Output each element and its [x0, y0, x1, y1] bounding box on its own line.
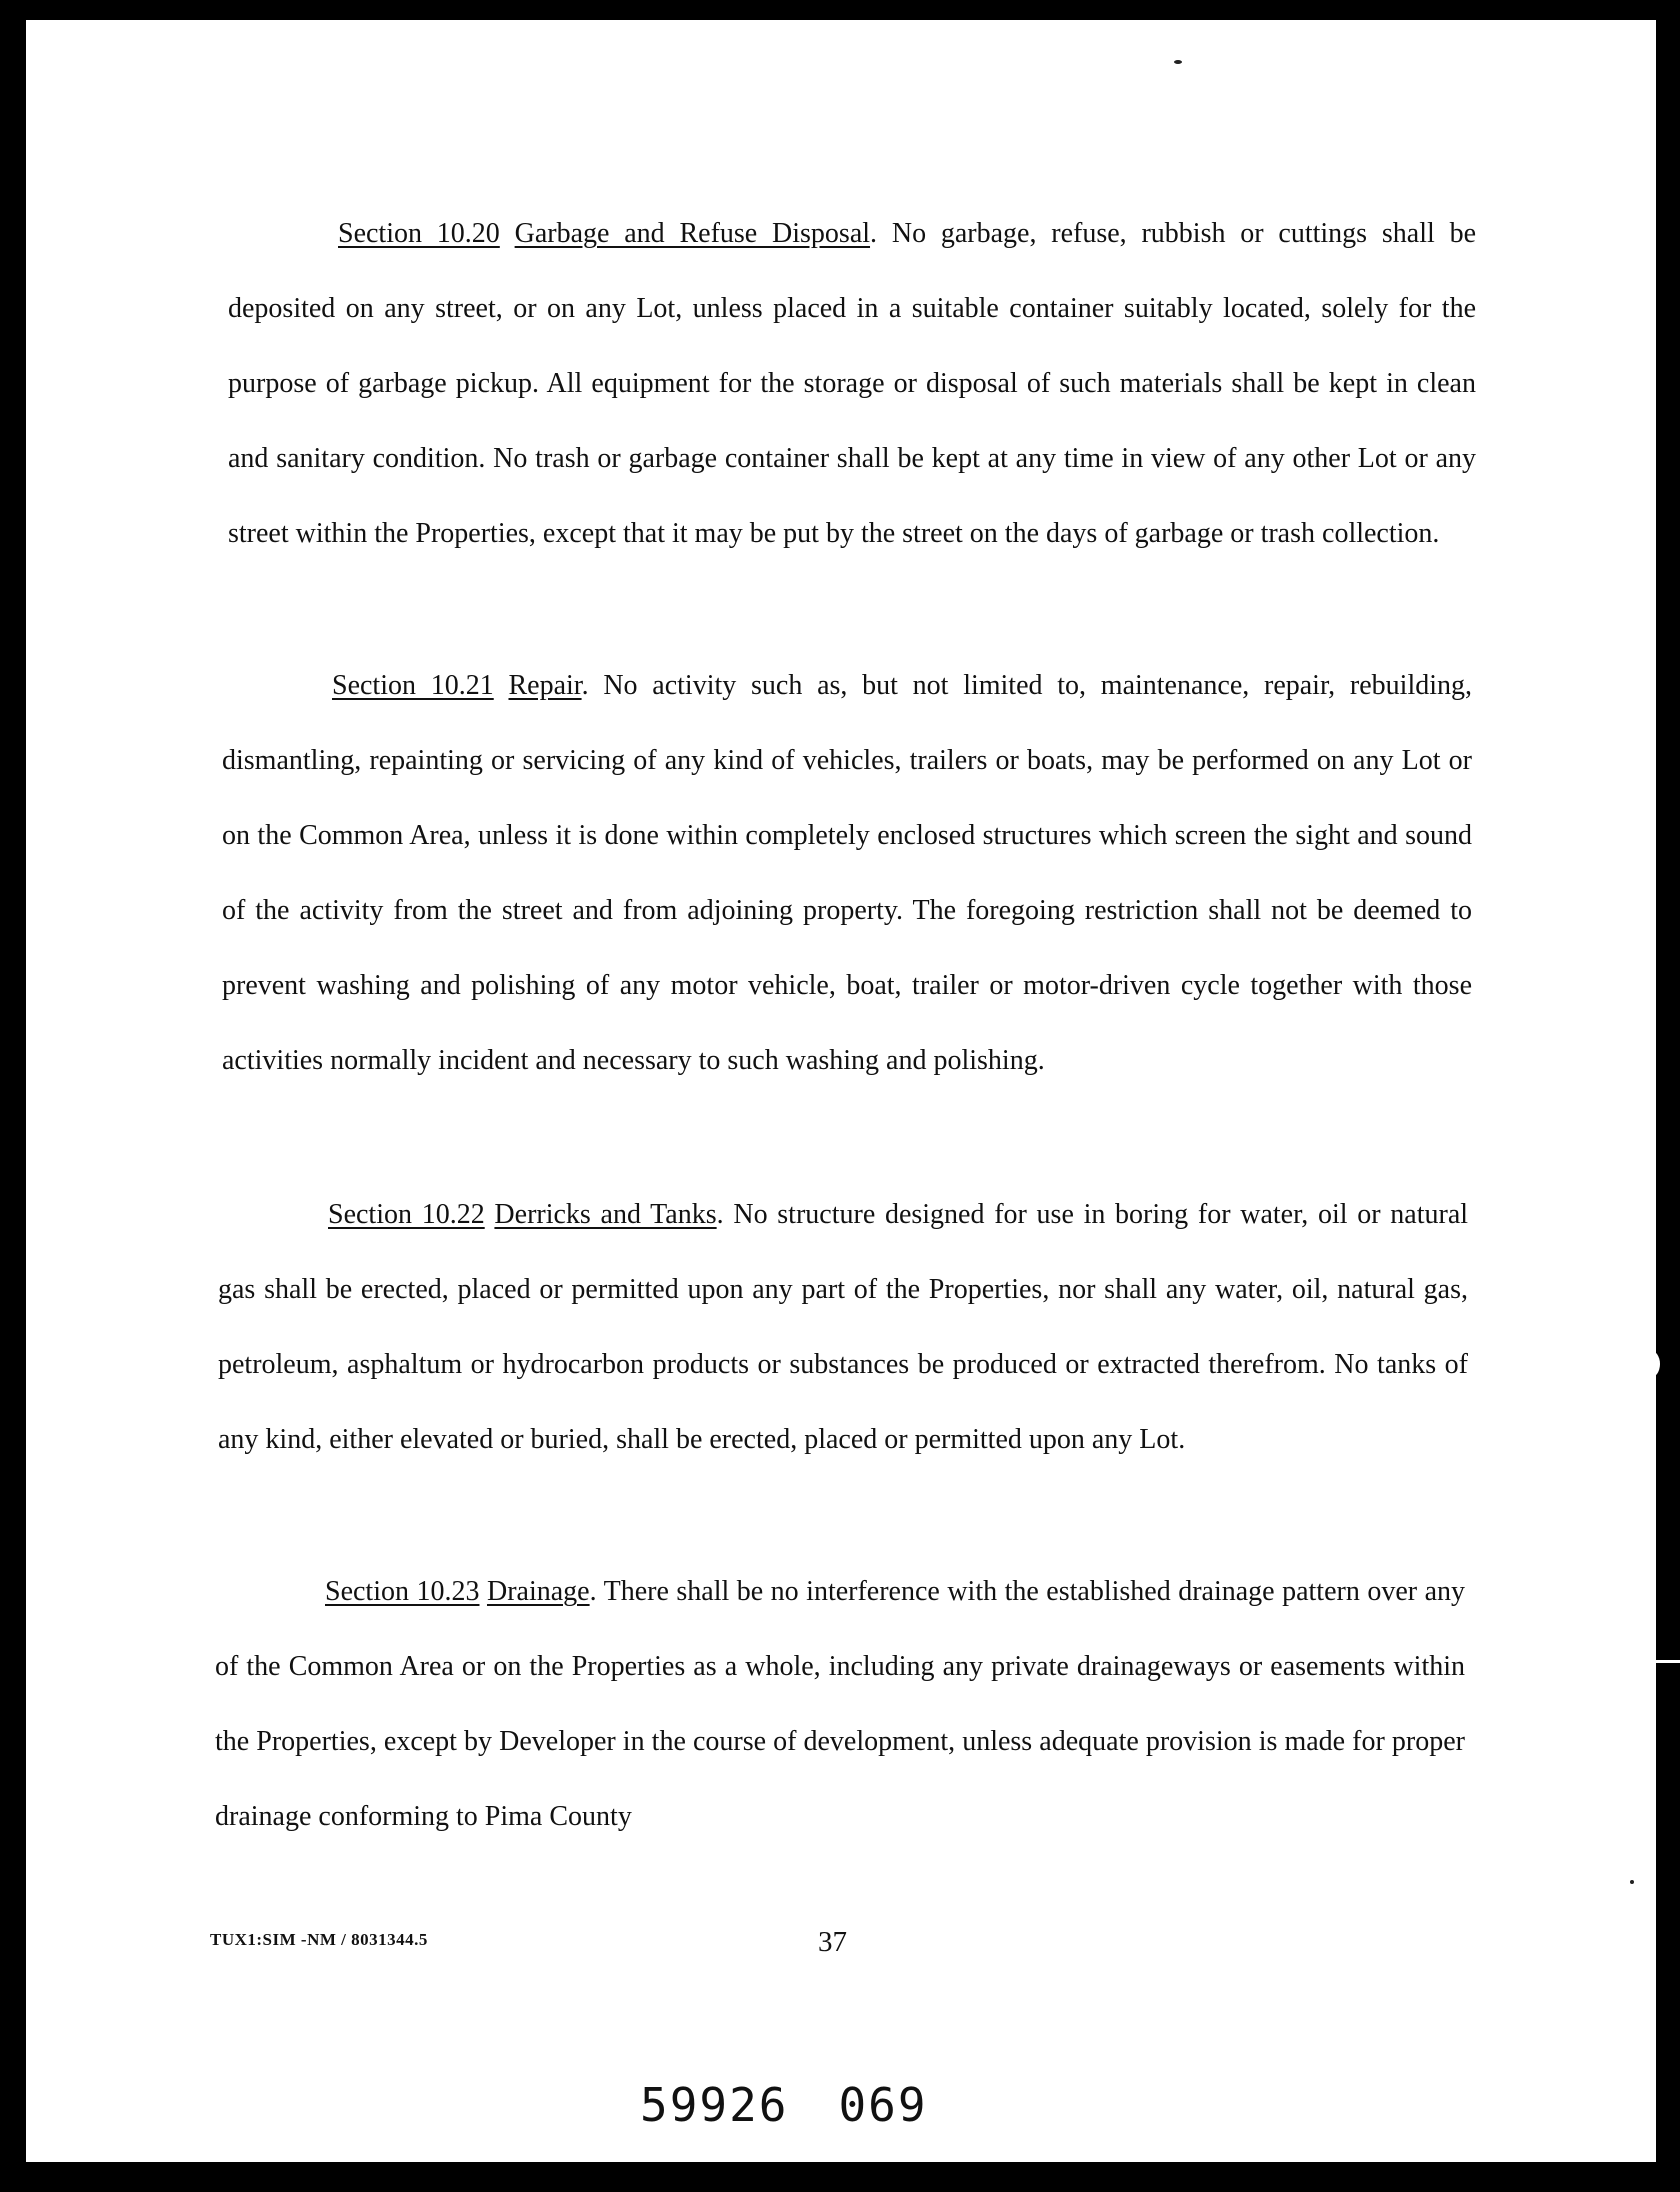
section-number: Section 10.22 [328, 1199, 485, 1230]
section-title: Garbage and Refuse Disposal [514, 218, 871, 249]
section-10-20-paragraph: Section 10.20 Garbage and Refuse Disposal. No garbage, refuse, rubbish or cuttings shall be deposited on any street, or on any Lot, unless placed in a suitable container suitably located, solely for the purpose of garbage pickup. All equipment for the storage or disposal of such materials shall be kept in clean and sanitary condition. No trash or garbage container shall be kept at any time in view of any other Lot or any street within the Properties, except that it may be put by the street on the days of garbage or trash collection. [228, 218, 1476, 549]
section-number: Section 10.23 [325, 1576, 480, 1607]
stamp-number-right: 069 [838, 2078, 928, 2132]
section-10-23-paragraph: Section 10.23 Drainage. There shall be no interference with the established drainage pattern over any of the Common Area or on the Properties as a whole, including any private drainageways or easements within the Properties, except by Developer in the course of development, unless adequate provision is made for proper drainage conforming to Pima County [215, 1576, 1466, 1832]
section-body: No structure designed for use in boring for water, oil or natural gas shall be erected, placed or permitted upon any part of the Properties, nor shall any water, oil, natural gas, petroleum, asphaltum or hydrocarbon products or substances be produced or extracted therefrom. No tanks of any kind, either elevated or buried, shall be erected, placed or permitted upon any Lot. [218, 1199, 1469, 1455]
section-body: No activity such as, but not limited to, maintenance, repair, rebuilding, dismantling, repainting or servicing of any kind of vehicles, trailers or boats, may be performed on any Lot or on the Common Area, unless it is done within completely enclosed structures which screen the sight and sound of the activity from the street and from adjoining property. The foregoing restriction shall not be deemed to prevent washing and polishing of any motor vehicle, boat, trailer or motor-driven cycle together with those activities normally incident and necessary to such washing and polishing. [222, 670, 1473, 1076]
page-number: 37 [818, 1926, 847, 1958]
section-body: There shall be no interference with the established drainage pattern over any of the Common Area or on the Properties as a whole, including any private drainageways or easements within the Properties, except by Developer in the course of development, unless adequate provision is made for proper drainage conforming to Pima County [215, 1576, 1466, 1832]
section-body: No garbage, refuse, rubbish or cuttings shall be deposited on any street, or on any Lot, unless placed in a suitable container suitably located, solely for the purpose of garbage pickup. All equipment for the storage or disposal of such materials shall be kept in clean and sanitary condition. No trash or garbage container shall be kept at any time in view of any other Lot or any street within the Properties, except that it may be put by the street on the days of garbage or trash collection. [228, 218, 1476, 549]
section-number: Section 10.20 [338, 218, 500, 249]
section-10-21-paragraph: Section 10.21 Repair. No activity such as, but not limited to, maintenance, repair, rebuilding, dismantling, repainting or servicing of any kind of vehicles, trailers or boats, may be performed on any Lot or on the Common Area, unless it is done within completely enclosed structures which screen the sight and sound of the activity from the street and from adjoining property. The foregoing restriction shall not be deemed to prevent washing and polishing of any motor vehicle, boat, trailer or motor-driven cycle together with those activities normally incident and necessary to such washing and polishing. [222, 670, 1473, 1076]
footer-document-code: TUX1:SIM -NM / 8031344.5 [210, 1930, 428, 1949]
section-number: Section 10.21 [332, 670, 494, 701]
recording-stamp-number [640, 2078, 928, 2132]
section-title: Repair [508, 670, 582, 701]
section-title: Drainage [486, 1576, 590, 1607]
stamp-number-left: 59926 [640, 2078, 789, 2132]
section-title: Derricks and Tanks [494, 1199, 717, 1230]
section-10-22-paragraph: Section 10.22 Derricks and Tanks. No structure designed for use in boring for water, oil or natural gas shall be erected, placed or permitted upon any part of the Properties, nor shall any water, oil, natural gas, petroleum, asphaltum or hydrocarbon products or substances be produced or extracted therefrom. No tanks of any kind, either elevated or buried, shall be erected, placed or permitted upon any Lot. [218, 1199, 1469, 1455]
